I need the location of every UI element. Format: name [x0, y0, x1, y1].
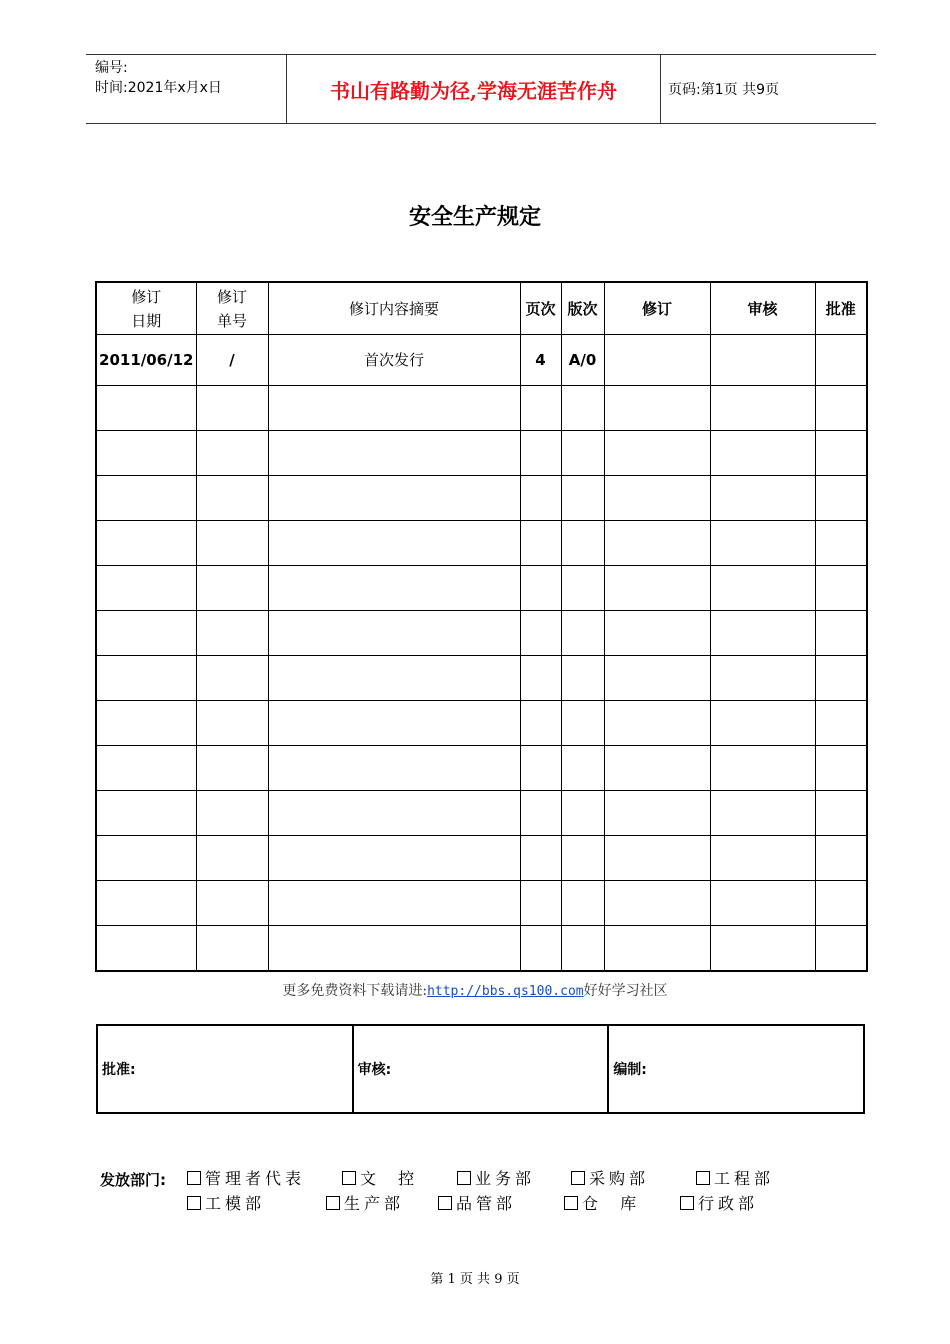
- header-revision-number: [196, 282, 268, 335]
- checkbox-icon[interactable]: [326, 1196, 340, 1210]
- table-cell: [815, 836, 867, 881]
- table-cell: [96, 386, 196, 431]
- download-note-prefix: 更多免费资料下载请进:: [282, 983, 428, 999]
- table-cell: [604, 566, 710, 611]
- table-cell: [561, 926, 604, 972]
- checkbox-icon[interactable]: [457, 1171, 471, 1185]
- header-pages: 页次: [520, 282, 561, 335]
- table-row: [96, 926, 867, 972]
- header-no-line1: 修订: [216, 287, 247, 306]
- table-row: [96, 521, 867, 566]
- table-row: [96, 335, 867, 386]
- table-row: [96, 836, 867, 881]
- checkbox-icon[interactable]: [438, 1196, 452, 1210]
- table-cell: [815, 926, 867, 972]
- table-cell: [96, 836, 196, 881]
- table-cell: [520, 926, 561, 972]
- header-date-line2: 日期: [131, 311, 162, 330]
- table-cell: [604, 746, 710, 791]
- table-cell: [268, 566, 520, 611]
- table-cell: [815, 611, 867, 656]
- table-cell: [561, 611, 604, 656]
- table-cell: [268, 521, 520, 566]
- header-revised-by: 修订: [604, 282, 710, 335]
- table-row: [96, 791, 867, 836]
- checkbox-icon[interactable]: [564, 1196, 578, 1210]
- table-cell: [96, 926, 196, 972]
- table-cell: [710, 521, 815, 566]
- table-cell: [196, 386, 268, 431]
- header-meta: [95, 58, 285, 98]
- distribution-label: 发放部门:: [100, 1171, 166, 1189]
- table-cell: [196, 701, 268, 746]
- cell-pages: 4: [520, 335, 561, 386]
- signoff-approve: 批准:: [97, 1025, 353, 1113]
- page-footer: 第 1 页 共 9 页: [430, 1272, 520, 1287]
- table-cell: [520, 656, 561, 701]
- table-cell: [815, 431, 867, 476]
- table-row: [96, 881, 867, 926]
- table-cell: [196, 476, 268, 521]
- table-cell: [710, 476, 815, 521]
- dist-item-quality[interactable]: [438, 1191, 516, 1214]
- dist-label: 品管部: [456, 1194, 517, 1213]
- table-cell: [561, 881, 604, 926]
- table-row: [96, 656, 867, 701]
- table-cell: [561, 521, 604, 566]
- header-motto: 书山有路勤为径,学海无涯苦作舟: [286, 55, 661, 123]
- cell-version: A/0: [561, 335, 604, 386]
- table-cell: [710, 881, 815, 926]
- table-cell: [520, 746, 561, 791]
- checkbox-icon[interactable]: [696, 1171, 710, 1185]
- cell-approved: [815, 335, 867, 386]
- table-cell: [268, 386, 520, 431]
- empty-rows: [96, 386, 867, 972]
- table-cell: [268, 926, 520, 972]
- signoff-prepare: 编制:: [608, 1025, 864, 1113]
- table-cell: [604, 836, 710, 881]
- table-cell: [96, 656, 196, 701]
- table-cell: [561, 836, 604, 881]
- table-cell: [520, 521, 561, 566]
- table-cell: [561, 431, 604, 476]
- table-cell: [520, 566, 561, 611]
- header-approved-by: 批准: [815, 282, 867, 335]
- revision-table: [95, 281, 868, 972]
- table-cell: [196, 521, 268, 566]
- table-row: [96, 431, 867, 476]
- table-cell: [604, 611, 710, 656]
- table-cell: [268, 476, 520, 521]
- table-cell: [815, 566, 867, 611]
- cell-date: 2011/06/12: [96, 335, 196, 386]
- table-cell: [710, 431, 815, 476]
- table-header-row: [96, 282, 867, 335]
- table-cell: [196, 881, 268, 926]
- table-cell: [604, 701, 710, 746]
- table-cell: [815, 521, 867, 566]
- table-cell: [710, 386, 815, 431]
- table-cell: [96, 701, 196, 746]
- table-cell: [815, 476, 867, 521]
- table-row: [96, 611, 867, 656]
- table-cell: [520, 431, 561, 476]
- dist-item-management-rep[interactable]: [187, 1166, 305, 1189]
- table-cell: [520, 386, 561, 431]
- table-cell: [268, 656, 520, 701]
- download-note: [0, 980, 950, 1000]
- cell-number: /: [196, 335, 268, 386]
- page-header: [86, 54, 876, 124]
- table-cell: [815, 791, 867, 836]
- table-cell: [96, 791, 196, 836]
- table-cell: [710, 791, 815, 836]
- dist-item-engineering[interactable]: [696, 1166, 774, 1189]
- table-cell: [96, 476, 196, 521]
- table-cell: [520, 611, 561, 656]
- dist-label: 文 控: [360, 1169, 419, 1188]
- header-summary: 修订内容摘要: [268, 282, 520, 335]
- table-cell: [710, 611, 815, 656]
- document-title: 安全生产规定: [408, 204, 541, 230]
- table-cell: [268, 836, 520, 881]
- table-cell: [604, 881, 710, 926]
- table-cell: [96, 566, 196, 611]
- table-cell: [604, 386, 710, 431]
- table-cell: [196, 746, 268, 791]
- dist-item-tooling[interactable]: [187, 1191, 265, 1214]
- table-row: [96, 701, 867, 746]
- table-cell: [96, 881, 196, 926]
- table-cell: [268, 746, 520, 791]
- table-cell: [196, 926, 268, 972]
- document-time: 时间:2021年x月x日: [95, 80, 222, 96]
- table-cell: [268, 791, 520, 836]
- cell-revised: [604, 335, 710, 386]
- table-cell: [815, 701, 867, 746]
- table-cell: [561, 476, 604, 521]
- table-cell: [604, 791, 710, 836]
- checkbox-icon[interactable]: [187, 1196, 201, 1210]
- dist-label: 仓 库: [582, 1194, 641, 1213]
- table-cell: [815, 386, 867, 431]
- dist-item-sales[interactable]: [457, 1166, 535, 1189]
- signoff-review: 审核:: [353, 1025, 609, 1113]
- document-number-label: 编号:: [95, 60, 128, 76]
- table-cell: [520, 476, 561, 521]
- signoff-table: [96, 1024, 865, 1114]
- table-row: [96, 386, 867, 431]
- checkbox-icon[interactable]: [680, 1196, 694, 1210]
- header-reviewed-by: 审核: [710, 282, 815, 335]
- dist-item-production[interactable]: [326, 1191, 404, 1214]
- table-row: [96, 476, 867, 521]
- table-cell: [196, 431, 268, 476]
- table-cell: [196, 611, 268, 656]
- table-cell: [96, 611, 196, 656]
- table-cell: [96, 746, 196, 791]
- table-cell: [710, 746, 815, 791]
- table-cell: [604, 656, 710, 701]
- table-cell: [268, 881, 520, 926]
- table-cell: [96, 521, 196, 566]
- table-cell: [710, 701, 815, 746]
- header-revision-date: [96, 282, 196, 335]
- table-row: [96, 566, 867, 611]
- dist-label: 行政部: [698, 1194, 759, 1213]
- dist-label: 工模部: [205, 1194, 266, 1213]
- cell-reviewed: [710, 335, 815, 386]
- dist-item-doc-control[interactable]: [342, 1166, 418, 1189]
- table-cell: [96, 431, 196, 476]
- table-cell: [561, 386, 604, 431]
- table-cell: [815, 656, 867, 701]
- checkbox-icon[interactable]: [342, 1171, 356, 1185]
- table-cell: [710, 656, 815, 701]
- table-cell: [710, 836, 815, 881]
- table-cell: [710, 566, 815, 611]
- download-note-suffix: 好好学习社区: [583, 983, 668, 999]
- dist-item-purchasing[interactable]: [571, 1166, 649, 1189]
- table-cell: [561, 791, 604, 836]
- table-cell: [268, 431, 520, 476]
- header-date-line1: 修订: [131, 287, 162, 306]
- table-cell: [196, 791, 268, 836]
- table-cell: [604, 926, 710, 972]
- table-cell: [520, 701, 561, 746]
- dist-label: 采购部: [589, 1169, 650, 1188]
- table-cell: [604, 431, 710, 476]
- header-version: 版次: [561, 282, 604, 335]
- table-cell: [561, 656, 604, 701]
- table-cell: [815, 746, 867, 791]
- table-cell: [561, 566, 604, 611]
- dist-label: 工程部: [714, 1169, 775, 1188]
- dist-item-warehouse[interactable]: [564, 1191, 640, 1214]
- table-cell: [604, 521, 710, 566]
- dist-label: 业务部: [475, 1169, 536, 1188]
- table-cell: [561, 746, 604, 791]
- header-no-line2: 单号: [216, 311, 247, 330]
- download-link[interactable]: http://bbs.qs100.com: [427, 984, 584, 999]
- table-cell: [815, 881, 867, 926]
- table-cell: [520, 881, 561, 926]
- dist-label: 管理者代表: [205, 1169, 306, 1188]
- table-cell: [196, 836, 268, 881]
- header-page-info: 页码:第1页 共9页: [668, 82, 779, 98]
- table-cell: [520, 836, 561, 881]
- table-cell: [268, 701, 520, 746]
- table-cell: [520, 791, 561, 836]
- table-row: [96, 746, 867, 791]
- dist-label: 生产部: [344, 1194, 405, 1213]
- table-cell: [561, 701, 604, 746]
- table-cell: [196, 656, 268, 701]
- cell-summary: 首次发行: [268, 335, 520, 386]
- checkbox-icon[interactable]: [187, 1171, 201, 1185]
- table-cell: [604, 476, 710, 521]
- table-cell: [710, 926, 815, 972]
- dist-item-admin[interactable]: [680, 1191, 758, 1214]
- table-cell: [196, 566, 268, 611]
- table-cell: [268, 611, 520, 656]
- checkbox-icon[interactable]: [571, 1171, 585, 1185]
